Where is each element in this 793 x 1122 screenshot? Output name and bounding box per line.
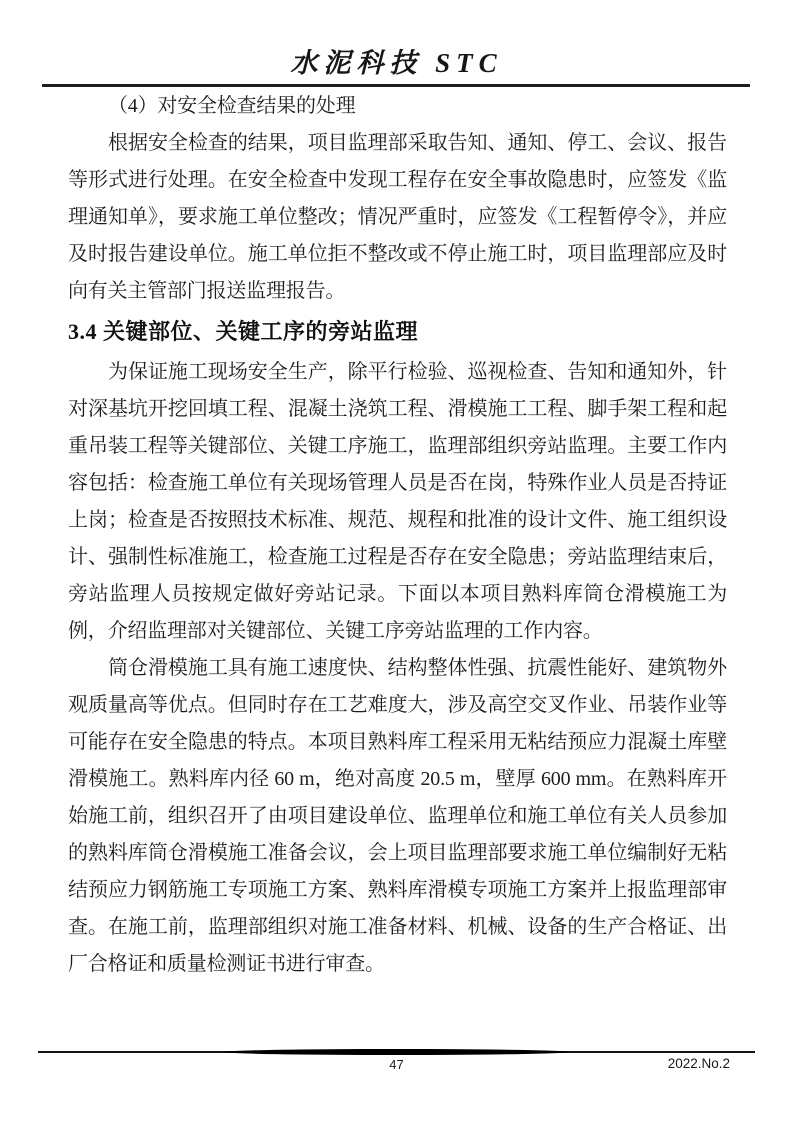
paragraph-side-station-supervision: 为保证施工现场安全生产，除平行检验、巡视检查、告知和通知外，针对深基坑开挖回填工程、混凝土浇筑工程、滑模施工工程、脚手架工程和起重吊装工程等关键部位、关键工序施工，监理部组织旁站监理。主要工作内容包括：检查施工单位有关现场管理人员是否在岗，特殊作业人员是否持证上岗；检查是否按照技术标准、规范、规程和批准的设计文件、施工组织设计、强制性标准施工，检查施工过程是否存在安全隐患；旁站监理结束后，旁站监理人员按规定做好旁站记录。下面以本项目熟料库筒仓滑模施工为例，介绍监理部对关键部位、关键工序旁站监理的工作内容。 [68,361,727,642]
sub-heading-item4: （4）对安全检查结果的处理 [108,95,356,117]
header-rule [42,84,750,87]
journal-title: 水泥科技 STC [290,48,503,78]
article-body [68,88,727,983]
paragraph-safety-check-handling: 根据安全检查的结果，项目监理部采取告知、通知、停工、会议、报告等形式进行处理。在安全检查中发现工程存在安全事故隐患时，应签发《监理通知单》，要求施工单位整改；情况严重时，应签发《工程暂停令》，并应及时报告建设单位。施工单位拒不整改或不停止施工时，项目监理部应及时向有关主管部门报送监理报告。 [68,132,727,302]
page-number: 47 [389,1057,404,1072]
issue-label: 2022.No.2 [667,1056,730,1071]
footer-rule-scan-bulge [224,1049,568,1055]
footer-rule [38,1049,755,1055]
section-heading-3-4: 3.4 关键部位、关键工序的旁站监理 [68,319,419,344]
paragraph-silo-slipform: 筒仓滑模施工具有施工速度快、结构整体性强、抗震性能好、建筑物外观质量高等优点。但同时存在工艺难度大，涉及高空交叉作业、吊装作业等可能存在安全隐患的特点。本项目熟料库工程采用无粘结预应力混凝土库壁滑模施工。熟料库内径 60 m，绝对高度 20.5 m，壁厚 600 mm。在熟料库开始施工前，组织召开了由项目建设单位、监理单位和施工单位有关人员参加的熟料库筒仓滑模施工准备会议，会上项目监理部要求施工单位编制好无粘结预应力钢筋施工专项施工方案、熟料库滑模专项施工方案并上报监理部审查。在施工前，监理部组织对施工准备材料、机械、设备的生产合格证、出厂合格证和质量检测证书进行审查。 [68,657,727,975]
